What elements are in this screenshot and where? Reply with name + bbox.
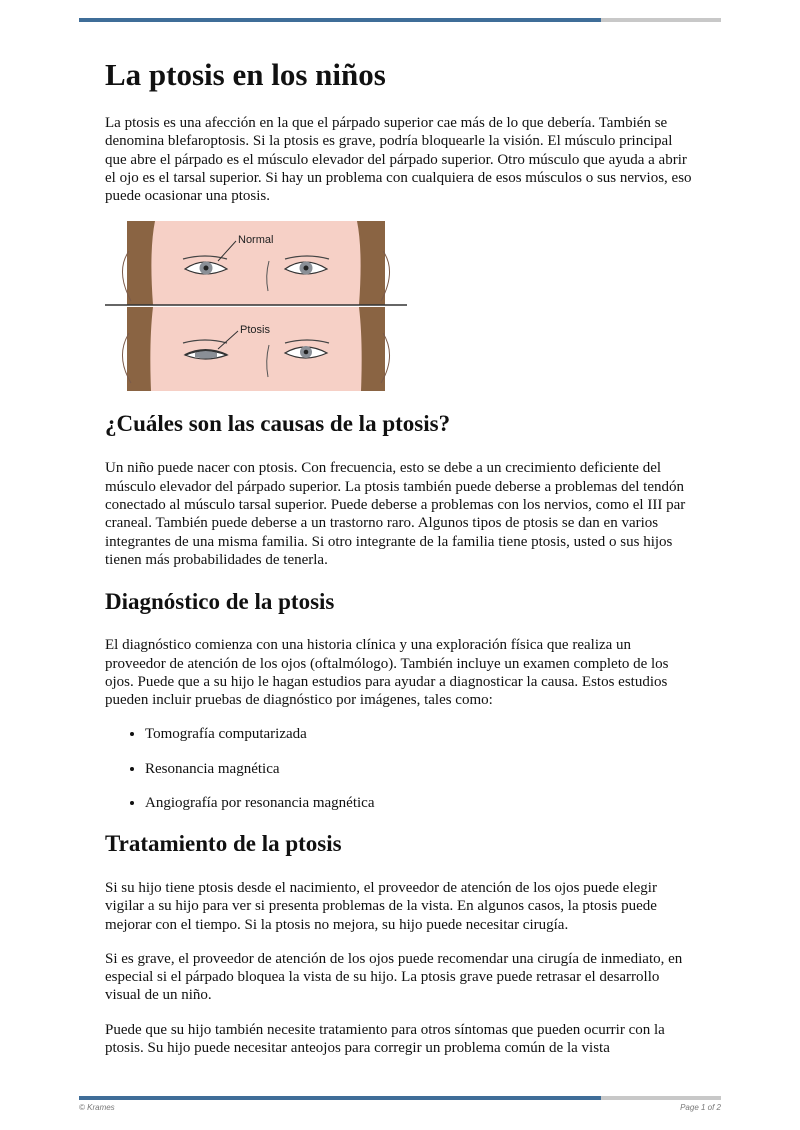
normal-hair-right — [357, 221, 385, 305]
causes-paragraph: Un niño puede nacer con ptosis. Con frecuencia, esto se debe a un crecimiento deficiente del músculo elevador del párpado superior. La ptosis también puede deberse a problemas del tendón conectado al músculo tarsal superior. Puede deberse a problemas con los nervios, como el III par craneal. También puede deberse a un trastorno raro. Algunos tipos de ptosis se dan en varios integrantes de una misma familia. Si otro integrante de la familia tiene ptosis, usted o sus hijos tienen más probabilidades de tenerla. — [105, 460, 686, 568]
normal-pupil-right — [304, 266, 309, 271]
treatment-paragraph-1: Si su hijo tiene ptosis desde el nacimiento, el proveedor de atención de los ojos puede elegir vigilar a su hijo para ver si presenta problemas de la vista. En algunos casos, la ptosis puede mejorar con el tiempo. Si la ptosis no mejora, su hijo puede necesitar cirugía. — [105, 879, 657, 933]
document-body — [105, 55, 695, 1057]
treatment-paragraph-3: Puede que su hijo también necesite tratamiento para otros síntomas que pueden ocurrir con la ptosis. Su hijo puede necesitar anteojos para corregir un problema común de la vista — [105, 1021, 665, 1057]
normal-label: Normal — [238, 234, 274, 247]
diagnosis-heading: Diagnóstico de la ptosis — [105, 589, 335, 615]
treatment-heading: Tratamiento de la ptosis — [105, 830, 342, 856]
ptosis-illustration — [105, 221, 407, 391]
normal-pupil-left — [204, 266, 209, 271]
ptosis-hair-left — [127, 307, 153, 391]
bottom-progress-bar-fill — [79, 1096, 601, 1100]
footer-copyright: © Krames — [79, 1103, 115, 1112]
intro-paragraph: La ptosis es una afección en la que el párpado superior cae más de lo que debería. También se denomina blefaroptosis. Si la ptosis es grave, podría bloquearle la visión. El músculo principal que abre el párpado es el músculo elevador del párpado superior. Otro músculo que ayuda a abrir el ojo es el tarsal superior. Si hay un problema con cualquiera de esos músculos o sus nervios, eso puede ocasionar una ptosis. — [105, 115, 692, 205]
causes-heading: ¿Cuáles son las causas de la ptosis? — [105, 411, 451, 437]
normal-hair-left — [127, 221, 155, 305]
top-progress-bar — [79, 18, 721, 22]
treatment-paragraph-2: Si es grave, el proveedor de atención de los ojos puede recomendar una cirugía de inmediato, en especial si el párpado bloquea la vista de su hijo. La ptosis grave puede retrasar el desarrollo visual de un niño. — [105, 950, 683, 1004]
ptosis-face-skin — [127, 307, 385, 391]
page-title: La ptosis en los niños — [105, 57, 386, 92]
list-item: • Angiografía por resonancia magnética — [145, 794, 695, 812]
diagnosis-list — [105, 725, 695, 812]
list-item: • Resonancia magnética — [145, 760, 695, 778]
ptosis-iris-left — [195, 351, 217, 359]
ptosis-pupil-right — [304, 350, 309, 355]
top-progress-bar-fill — [79, 18, 601, 22]
list-item: • Tomografía computarizada — [145, 725, 695, 743]
ptosis-hair-right — [359, 307, 385, 391]
bottom-progress-bar — [79, 1096, 721, 1100]
diagnosis-paragraph: El diagnóstico comienza con una historia clínica y una exploración física que realiza un proveedor de atención de los ojos (oftalmólogo). También incluye un examen completo de los ojos. Puede que a su hijo le hagan estudios para ayudar a diagnosticar la causa. Estos estudios pueden incluir pruebas de diagnóstico por imágenes, tales como: — [105, 637, 669, 709]
ptosis-label: Ptosis — [240, 324, 270, 337]
footer-page-number: Page 1 of 2 — [680, 1103, 721, 1112]
